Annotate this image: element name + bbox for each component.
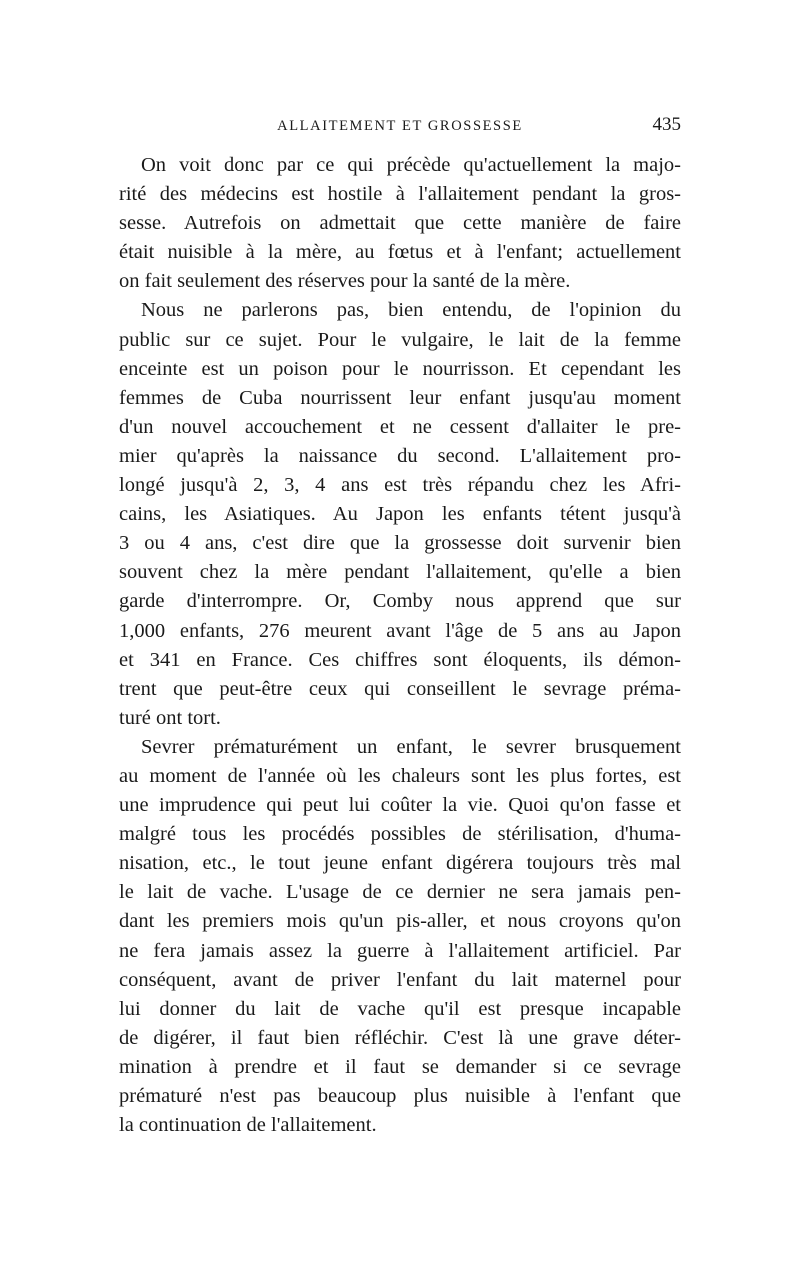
text-line: sesse. Autrefois on admettait que cette manière de faire [119, 212, 681, 235]
paragraph [119, 151, 681, 296]
running-title: ALLAITEMENT ET GROSSESSE [277, 118, 523, 134]
paragraph [119, 733, 681, 1140]
text-line: était nuisible à la mère, au fœtus et à l'enfant; actuellement [119, 241, 681, 264]
text-line: turé ont tort. [119, 706, 221, 729]
text-line: 1,000 enfants, 276 meurent avant l'âge de 5 ans au Japon [119, 619, 681, 642]
text-line: lui donner du lait de vache qu'il est presque incapable [119, 997, 681, 1020]
book-page [119, 112, 681, 1140]
text-line: mination à prendre et il faut se demander si ce sevrage [119, 1055, 681, 1078]
text-line: dant les premiers mois qu'un pis-aller, et nous croyons qu'on [119, 910, 681, 933]
text-line: nisation, etc., le tout jeune enfant digérera toujours très mal [119, 852, 681, 875]
text-line: une imprudence qui peut lui coûter la vie. Quoi qu'on fasse et [119, 794, 681, 817]
text-line: prématuré n'est pas beaucoup plus nuisible à l'enfant que [119, 1085, 681, 1107]
running-head [119, 112, 681, 142]
text-line: la continuation de l'allaitement. [119, 1114, 377, 1137]
text-line: rité des médecins est hostile à l'allaitement pendant la gros- [119, 183, 681, 206]
text-line: le lait de vache. L'usage de ce dernier ne sera jamais pen- [119, 881, 681, 904]
text-line: ne fera jamais assez la guerre à l'allaitement artificiel. Par [119, 939, 681, 962]
text-line: au moment de l'année où les chaleurs sont les plus fortes, est [119, 764, 681, 787]
text-line: enceinte est un poison pour le nourrisson. Et cependant les [119, 357, 681, 380]
text-line: public sur ce sujet. Pour le vulgaire, le lait de la femme [119, 328, 681, 351]
text-line: On voit donc par ce qui précède qu'actuellement la majo- [141, 154, 681, 176]
text-line: femmes de Cuba nourrissent leur enfant jusqu'au moment [119, 386, 681, 409]
page-number: 435 [652, 114, 681, 135]
text-line: Sevrer prématurément un enfant, le sevrer brusquement [141, 735, 681, 758]
paragraph [119, 296, 681, 732]
text-line: malgré tous les procédés possibles de stérilisation, d'huma- [119, 823, 681, 846]
text-line: trent que peut-être ceux qui conseillent le sevrage préma- [119, 677, 681, 700]
text-line: longé jusqu'à 2, 3, 4 ans est très répandu chez les Afri- [119, 474, 681, 497]
text-line: garde d'interrompre. Or, Comby nous apprend que sur [119, 590, 681, 613]
text-line: cains, les Asiatiques. Au Japon les enfants tétent jusqu'à [119, 503, 681, 526]
text-line: souvent chez la mère pendant l'allaitement, qu'elle a bien [119, 561, 681, 584]
text-line: 3 ou 4 ans, c'est dire que la grossesse doit survenir bien [119, 532, 681, 555]
text-line: mier qu'après la naissance du second. L'allaitement pro- [119, 444, 681, 467]
text-line: d'un nouvel accouchement et ne cessent d'allaiter le pre- [119, 415, 681, 438]
text-line: Nous ne parlerons pas, bien entendu, de l'opinion du [141, 299, 681, 322]
text-line: de digérer, il faut bien réfléchir. C'est là une grave déter- [119, 1026, 681, 1049]
text-line: on fait seulement des réserves pour la santé de la mère. [119, 270, 571, 293]
text-line: conséquent, avant de priver l'enfant du lait maternel pour [119, 968, 681, 991]
text-line: et 341 en France. Ces chiffres sont éloquents, ils démon- [119, 648, 681, 671]
body-text [119, 151, 681, 1140]
